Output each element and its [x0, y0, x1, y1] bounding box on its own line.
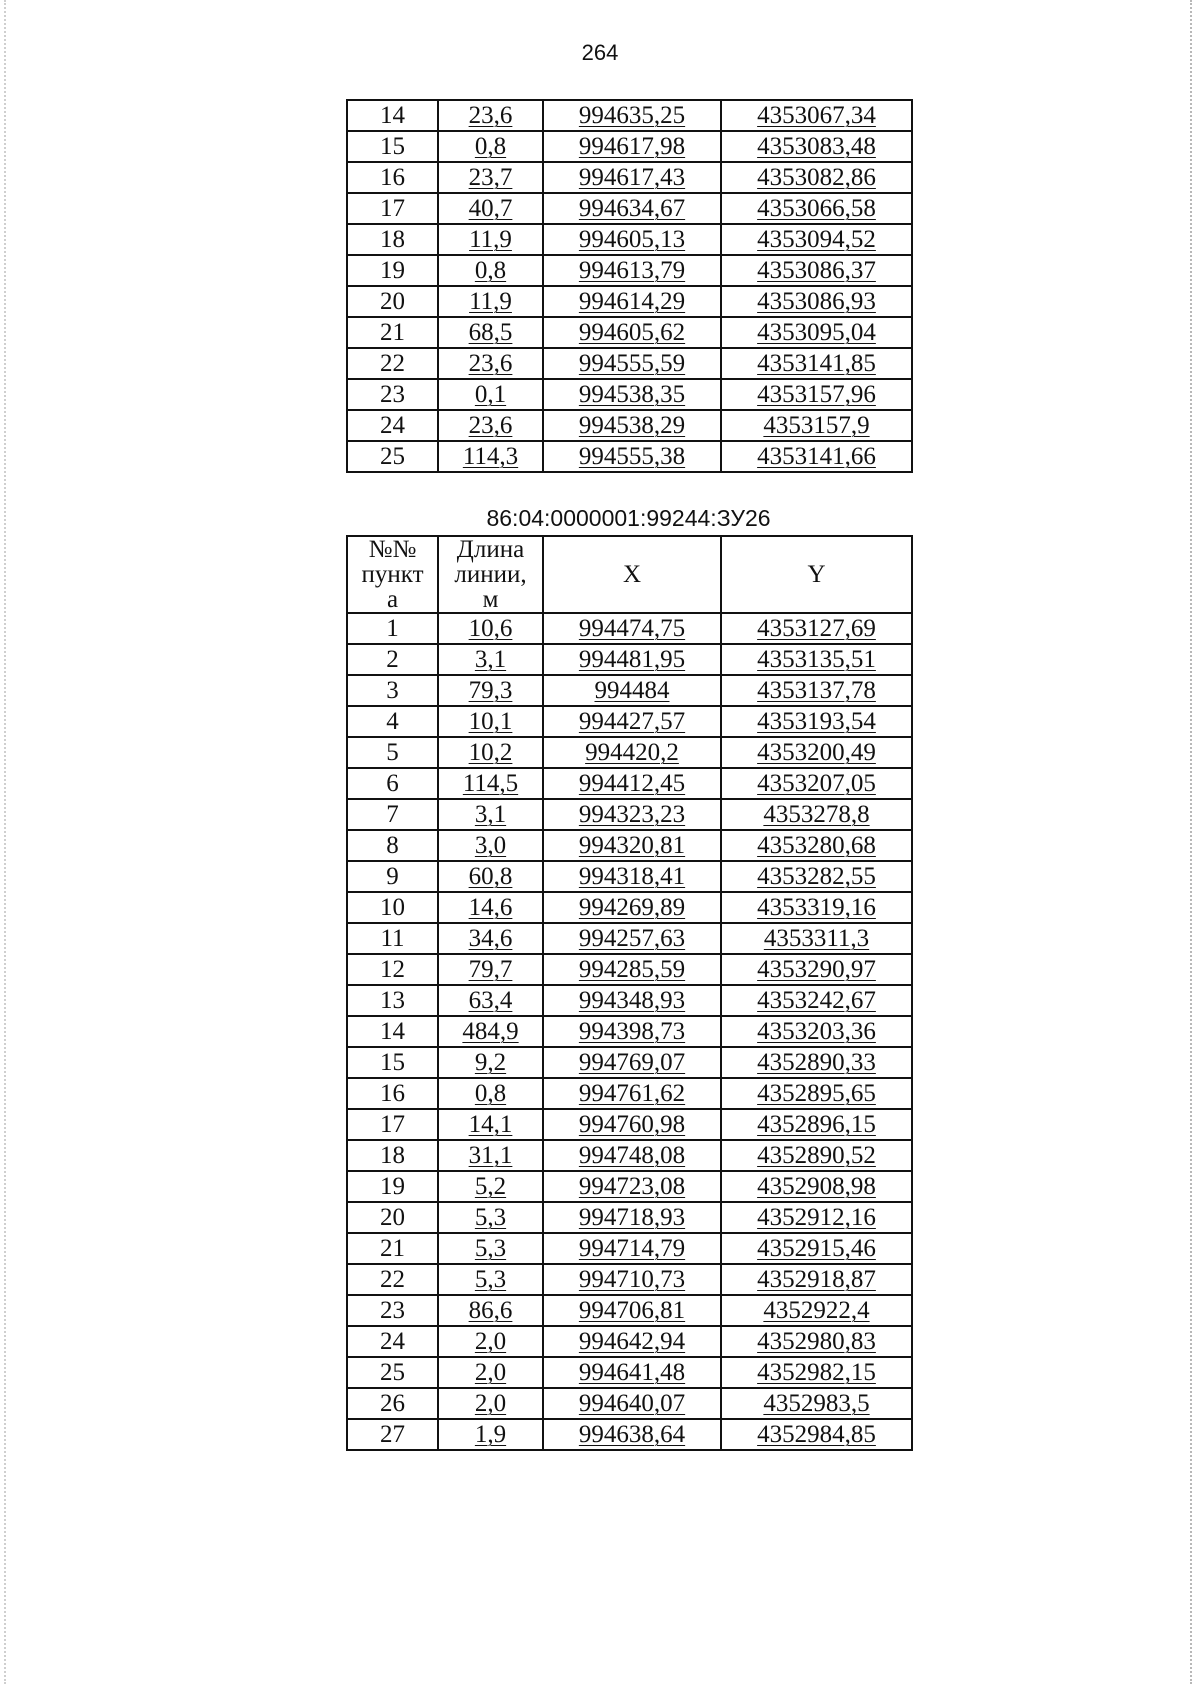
x-coordinate-cell: 994484 — [543, 675, 721, 706]
table-row — [347, 162, 912, 193]
line-length-cell: 5,3 — [438, 1202, 543, 1233]
point-number-cell: 11 — [347, 923, 438, 954]
y-coordinate-cell: 4352922,4 — [721, 1295, 912, 1326]
line-length-cell: 0,1 — [438, 379, 543, 410]
y-coordinate-cell: 4353067,34 — [721, 100, 912, 131]
line-length-cell: 114,3 — [438, 441, 543, 472]
y-coordinate-cell: 4352984,85 — [721, 1419, 912, 1450]
table-row — [347, 1109, 912, 1140]
table-row — [347, 706, 912, 737]
x-coordinate-cell: 994348,93 — [543, 985, 721, 1016]
x-coordinate-cell: 994641,48 — [543, 1357, 721, 1388]
y-coordinate-cell: 4353141,85 — [721, 348, 912, 379]
line-length-cell: 10,2 — [438, 737, 543, 768]
table-row — [347, 379, 912, 410]
point-number-cell: 17 — [347, 193, 438, 224]
point-number-cell: 23 — [347, 1295, 438, 1326]
table-row — [347, 131, 912, 162]
y-coordinate-cell: 4352980,83 — [721, 1326, 912, 1357]
line-length-cell: 484,9 — [438, 1016, 543, 1047]
y-coordinate-cell: 4352912,16 — [721, 1202, 912, 1233]
x-coordinate-cell: 994613,79 — [543, 255, 721, 286]
y-coordinate-cell: 4352918,87 — [721, 1264, 912, 1295]
table-row — [347, 1419, 912, 1450]
table-row — [347, 1388, 912, 1419]
line-length-cell: 79,3 — [438, 675, 543, 706]
table-header — [347, 536, 912, 613]
x-coordinate-cell: 994481,95 — [543, 644, 721, 675]
table-row — [347, 923, 912, 954]
line-length-cell: 3,1 — [438, 644, 543, 675]
y-coordinate-cell: 4352982,15 — [721, 1357, 912, 1388]
table-row — [347, 1140, 912, 1171]
x-coordinate-cell: 994320,81 — [543, 830, 721, 861]
y-coordinate-cell: 4352908,98 — [721, 1171, 912, 1202]
point-number-cell: 12 — [347, 954, 438, 985]
x-coordinate-cell: 994605,62 — [543, 317, 721, 348]
line-length-cell: 2,0 — [438, 1357, 543, 1388]
coordinates-table-zu26 — [346, 535, 913, 1451]
line-length-cell: 40,7 — [438, 193, 543, 224]
x-coordinate-cell: 994538,29 — [543, 410, 721, 441]
y-coordinate-cell: 4353193,54 — [721, 706, 912, 737]
x-coordinate-cell: 994640,07 — [543, 1388, 721, 1419]
table-row — [347, 768, 912, 799]
scan-edge-right — [1187, 0, 1192, 1684]
point-number-cell: 20 — [347, 1202, 438, 1233]
point-number-cell: 20 — [347, 286, 438, 317]
header-point-line-3: а — [386, 586, 399, 613]
y-coordinate-cell: 4353242,67 — [721, 985, 912, 1016]
point-number-cell: 7 — [347, 799, 438, 830]
table-row — [347, 286, 912, 317]
y-coordinate-cell: 4353290,97 — [721, 954, 912, 985]
y-coordinate-cell: 4353157,9 — [721, 410, 912, 441]
y-coordinate-cell: 4353282,55 — [721, 861, 912, 892]
x-coordinate-cell: 994269,89 — [543, 892, 721, 923]
y-coordinate-cell: 4352890,33 — [721, 1047, 912, 1078]
x-coordinate-cell: 994474,75 — [543, 613, 721, 644]
table-row — [347, 193, 912, 224]
header-y: Y — [721, 536, 912, 613]
x-coordinate-cell: 994555,59 — [543, 348, 721, 379]
x-coordinate-cell: 994555,38 — [543, 441, 721, 472]
point-number-cell: 23 — [347, 379, 438, 410]
table-row — [347, 1326, 912, 1357]
line-length-cell: 60,8 — [438, 861, 543, 892]
y-coordinate-cell: 4353082,86 — [721, 162, 912, 193]
table-row — [347, 1295, 912, 1326]
line-length-cell: 114,5 — [438, 768, 543, 799]
line-length-cell: 11,9 — [438, 224, 543, 255]
point-number-cell: 21 — [347, 317, 438, 348]
table-row — [347, 224, 912, 255]
x-coordinate-cell: 994617,43 — [543, 162, 721, 193]
point-number-cell: 10 — [347, 892, 438, 923]
x-coordinate-cell: 994642,94 — [543, 1326, 721, 1357]
table-row — [347, 410, 912, 441]
y-coordinate-cell: 4353137,78 — [721, 675, 912, 706]
y-coordinate-cell: 4353083,48 — [721, 131, 912, 162]
x-coordinate-cell: 994398,73 — [543, 1016, 721, 1047]
y-coordinate-cell: 4352915,46 — [721, 1233, 912, 1264]
x-coordinate-cell: 994412,45 — [543, 768, 721, 799]
table-body — [347, 613, 912, 1450]
line-length-cell: 5,3 — [438, 1233, 543, 1264]
y-coordinate-cell: 4353203,36 — [721, 1016, 912, 1047]
point-number-cell: 16 — [347, 1078, 438, 1109]
table-row — [347, 799, 912, 830]
x-coordinate-cell: 994760,98 — [543, 1109, 721, 1140]
line-length-cell: 11,9 — [438, 286, 543, 317]
x-coordinate-cell: 994638,64 — [543, 1419, 721, 1450]
y-coordinate-cell: 4353278,8 — [721, 799, 912, 830]
x-coordinate-cell: 994714,79 — [543, 1233, 721, 1264]
line-length-cell: 0,8 — [438, 131, 543, 162]
header-length-line-3: м — [482, 586, 499, 613]
table-row — [347, 1233, 912, 1264]
table-row — [347, 1171, 912, 1202]
line-length-cell: 2,0 — [438, 1388, 543, 1419]
y-coordinate-cell: 4353135,51 — [721, 644, 912, 675]
point-number-cell: 15 — [347, 1047, 438, 1078]
table-row — [347, 737, 912, 768]
point-number-cell: 14 — [347, 1016, 438, 1047]
y-coordinate-cell: 4353095,04 — [721, 317, 912, 348]
line-length-cell: 0,8 — [438, 255, 543, 286]
line-length-cell: 14,1 — [438, 1109, 543, 1140]
point-number-cell: 26 — [347, 1388, 438, 1419]
x-coordinate-cell: 994761,62 — [543, 1078, 721, 1109]
point-number-cell: 15 — [347, 131, 438, 162]
y-coordinate-cell: 4352896,15 — [721, 1109, 912, 1140]
table-row — [347, 1202, 912, 1233]
table-row — [347, 861, 912, 892]
table-row — [347, 348, 912, 379]
line-length-cell: 23,7 — [438, 162, 543, 193]
header-point-line-1: №№ — [368, 536, 417, 563]
line-length-cell: 1,9 — [438, 1419, 543, 1450]
table-row — [347, 1016, 912, 1047]
x-coordinate-cell: 994614,29 — [543, 286, 721, 317]
x-coordinate-cell: 994769,07 — [543, 1047, 721, 1078]
y-coordinate-cell: 4353066,58 — [721, 193, 912, 224]
line-length-cell: 10,6 — [438, 613, 543, 644]
point-number-cell: 24 — [347, 410, 438, 441]
line-length-cell: 68,5 — [438, 317, 543, 348]
point-number-cell: 25 — [347, 1357, 438, 1388]
y-coordinate-cell: 4353141,66 — [721, 441, 912, 472]
point-number-cell: 19 — [347, 1171, 438, 1202]
y-coordinate-cell: 4352895,65 — [721, 1078, 912, 1109]
line-length-cell: 23,6 — [438, 348, 543, 379]
y-coordinate-cell: 4353127,69 — [721, 613, 912, 644]
x-coordinate-cell: 994706,81 — [543, 1295, 721, 1326]
point-number-cell: 21 — [347, 1233, 438, 1264]
y-coordinate-cell: 4353200,49 — [721, 737, 912, 768]
x-coordinate-cell: 994605,13 — [543, 224, 721, 255]
point-number-cell: 24 — [347, 1326, 438, 1357]
line-length-cell: 5,2 — [438, 1171, 543, 1202]
x-coordinate-cell: 994748,08 — [543, 1140, 721, 1171]
scan-edge-left — [4, 0, 9, 1684]
page-number: 264 — [581, 40, 619, 65]
table-row — [347, 1264, 912, 1295]
line-length-cell: 63,4 — [438, 985, 543, 1016]
x-coordinate-cell: 994634,67 — [543, 193, 721, 224]
header-length-line-1: Длина — [456, 536, 525, 563]
table-row — [347, 317, 912, 348]
x-coordinate-cell: 994723,08 — [543, 1171, 721, 1202]
table-row — [347, 892, 912, 923]
point-number-cell: 5 — [347, 737, 438, 768]
table-row — [347, 613, 912, 644]
line-length-cell: 5,3 — [438, 1264, 543, 1295]
x-coordinate-cell: 994285,59 — [543, 954, 721, 985]
y-coordinate-cell: 4353157,96 — [721, 379, 912, 410]
x-coordinate-cell: 994617,98 — [543, 131, 721, 162]
line-length-cell: 23,6 — [438, 100, 543, 131]
y-coordinate-cell: 4352890,52 — [721, 1140, 912, 1171]
line-length-cell: 14,6 — [438, 892, 543, 923]
point-number-cell: 9 — [347, 861, 438, 892]
header-line-length — [438, 536, 543, 613]
point-number-cell: 27 — [347, 1419, 438, 1450]
y-coordinate-cell: 4353280,68 — [721, 830, 912, 861]
line-length-cell: 0,8 — [438, 1078, 543, 1109]
x-coordinate-cell: 994710,73 — [543, 1264, 721, 1295]
point-number-cell: 2 — [347, 644, 438, 675]
point-number-cell: 17 — [347, 1109, 438, 1140]
x-coordinate-cell: 994635,25 — [543, 100, 721, 131]
header-length-line-2: линии, — [454, 561, 527, 588]
parcel-cadastral-id: 86:04:0000001:99244:ЗУ26 — [486, 505, 771, 531]
line-length-cell: 31,1 — [438, 1140, 543, 1171]
line-length-cell: 9,2 — [438, 1047, 543, 1078]
x-coordinate-cell: 994420,2 — [543, 737, 721, 768]
point-number-cell: 18 — [347, 224, 438, 255]
header-x: X — [543, 536, 721, 613]
header-point-number — [347, 536, 438, 613]
coordinates-table-continued — [346, 99, 913, 473]
x-coordinate-cell: 994323,23 — [543, 799, 721, 830]
line-length-cell: 3,0 — [438, 830, 543, 861]
line-length-cell: 86,6 — [438, 1295, 543, 1326]
line-length-cell: 2,0 — [438, 1326, 543, 1357]
point-number-cell: 4 — [347, 706, 438, 737]
table-row — [347, 675, 912, 706]
table-row — [347, 985, 912, 1016]
point-number-cell: 25 — [347, 441, 438, 472]
point-number-cell: 13 — [347, 985, 438, 1016]
point-number-cell: 3 — [347, 675, 438, 706]
point-number-cell: 1 — [347, 613, 438, 644]
point-number-cell: 6 — [347, 768, 438, 799]
table-row — [347, 1047, 912, 1078]
y-coordinate-cell: 4353319,16 — [721, 892, 912, 923]
point-number-cell: 14 — [347, 100, 438, 131]
header-point-line-2: пункт — [361, 561, 424, 588]
x-coordinate-cell: 994718,93 — [543, 1202, 721, 1233]
point-number-cell: 8 — [347, 830, 438, 861]
y-coordinate-cell: 4353086,37 — [721, 255, 912, 286]
table-body — [347, 100, 912, 472]
table-row — [347, 954, 912, 985]
x-coordinate-cell: 994538,35 — [543, 379, 721, 410]
table-row — [347, 255, 912, 286]
table-row — [347, 644, 912, 675]
table-row — [347, 1078, 912, 1109]
line-length-cell: 3,1 — [438, 799, 543, 830]
point-number-cell: 16 — [347, 162, 438, 193]
table-row — [347, 100, 912, 131]
x-coordinate-cell: 994257,63 — [543, 923, 721, 954]
y-coordinate-cell: 4353311,3 — [721, 923, 912, 954]
table-row — [347, 830, 912, 861]
x-coordinate-cell: 994318,41 — [543, 861, 721, 892]
point-number-cell: 22 — [347, 1264, 438, 1295]
y-coordinate-cell: 4353207,05 — [721, 768, 912, 799]
table-row — [347, 441, 912, 472]
point-number-cell: 18 — [347, 1140, 438, 1171]
y-coordinate-cell: 4353094,52 — [721, 224, 912, 255]
table-row — [347, 1357, 912, 1388]
line-length-cell: 79,7 — [438, 954, 543, 985]
x-coordinate-cell: 994427,57 — [543, 706, 721, 737]
point-number-cell: 19 — [347, 255, 438, 286]
line-length-cell: 10,1 — [438, 706, 543, 737]
point-number-cell: 22 — [347, 348, 438, 379]
y-coordinate-cell: 4353086,93 — [721, 286, 912, 317]
y-coordinate-cell: 4352983,5 — [721, 1388, 912, 1419]
line-length-cell: 23,6 — [438, 410, 543, 441]
line-length-cell: 34,6 — [438, 923, 543, 954]
